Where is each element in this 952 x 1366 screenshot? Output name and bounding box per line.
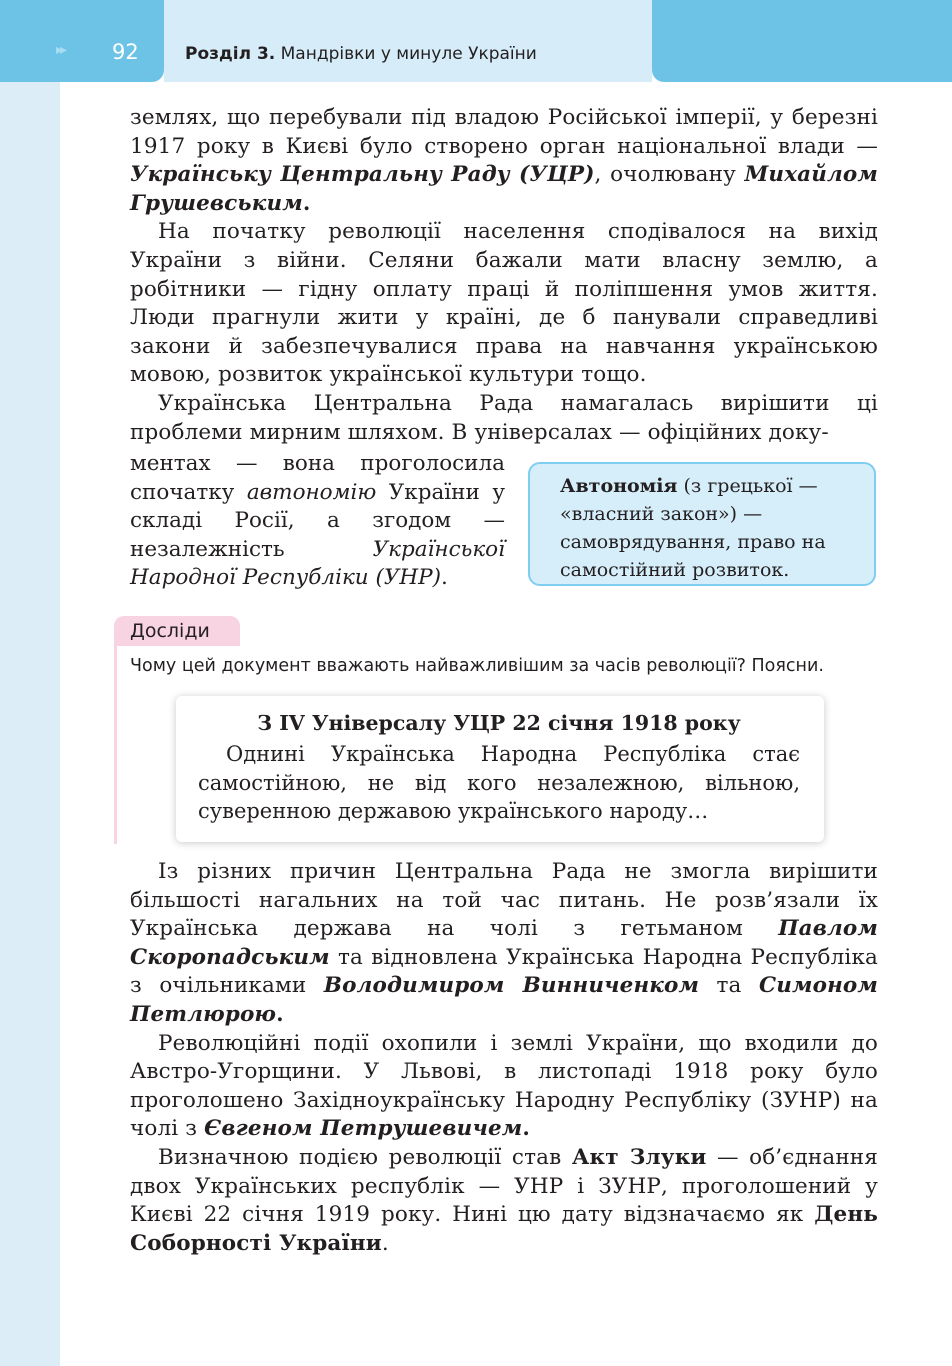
p1-text-3: . [302,190,311,216]
explore-label: Досліди [130,620,210,642]
p3n-term-autonomy: автономію [246,479,377,505]
p4-text-2: та відновлена Українська Народна Республіка з очільниками [130,944,878,999]
document-title: З IV Універсалу УЦР 22 січня 1918 року [257,711,741,735]
p1-name-hrushevsky: Михайлом Грушевським [130,162,878,216]
p1-text-1: землях, що перебували під владою Російської імперії, у березні 1917 року в Києві було створено орган національної влади — [130,105,878,159]
p3n-text-1: ментах — вона проголосила спочатку [130,451,505,505]
p3n-text-2: України у складі Росії, а згодом — незалежність [130,479,505,562]
paragraph-1 [130,104,878,218]
section-label: Розділ 3. [185,44,276,64]
p6-text-3: . [381,1230,389,1256]
p4-text-3: та [699,973,759,999]
p5-text-1: Революційні події охопили і землі України, що входили до Австро-Угорщини. У Львові, в листопаді 1918 року було проголошено Західноукраїнську Народну Республіку (ЗУНР) на чолі з [130,1030,878,1142]
header-band [164,0,652,82]
p1-text-2: , очолювану [594,162,745,188]
p4-name-skoropadsky: Павлом Скоропадським [130,916,878,970]
document-text: Однині Українська Народна Республіка стає самостійною, не від кого незалежною, вільною, суверенною державою українського народу… [198,742,800,823]
definition-term: Автономія [560,475,678,497]
definition-box [528,462,876,586]
paragraph-3-continued [130,450,505,593]
p6-term-act-zluky: Акт Злуки [571,1144,707,1170]
explore-question: Чому цей документ вважають найважливішим за часів революції? Поясни. [130,656,824,676]
main-text-bottom [130,858,878,1258]
p4-name-vynnychenko: Володимиром Винниченком [323,973,700,999]
paragraph-4 [130,858,878,1030]
page-number: 92 [112,40,139,64]
p6-term-unity-day: День Соборності України [130,1202,878,1256]
paragraph-2: На початку революції населення сподівалося на вихід України з війни. Селяни бажали мати власну землю, а робітники — гідну оплату праці й поліпшення умов життя. Люди прагнули жити у країні, де б панували справедливі закони й забезпечувалися права на навчання українською мовою, розвиток української культури тощо. [130,219,878,388]
p5-text-2: . [522,1116,531,1142]
p1-term-ucr: Українську Центральну Раду (УЦР) [130,162,595,188]
p3n-text-3: . [441,565,448,591]
p4-text-1: Із різних причин Центральна Рада не змогла вирішити більшості нагальних на той час питань. Не розв’язали їх Українська держава на чолі з гетьманом [130,859,878,942]
p4-name-petliura: Симоном Петлюрою [130,973,878,1027]
p4-text-4: . [276,1001,284,1027]
paragraph-6 [130,1144,878,1258]
section-name: Мандрівки у минуле України [280,44,537,64]
p6-text-2: — об’єднання двох Українських республік — УНР і ЗУНР, проголошений у Києві 22 січня 1919 року. Нині цю дату відзначаємо як [130,1144,878,1228]
document-quote-card [176,696,824,842]
left-margin-strip [0,0,60,1366]
explore-side-line [114,646,117,844]
main-text-top [130,104,878,447]
p6-text-1: Визначною подією революції став [158,1144,572,1170]
definition-text: (з грецької — «власний закон») — самоврядування, право на самостійний розвиток. [560,475,826,581]
paragraph-5 [130,1030,878,1144]
page-number-tab [0,0,164,82]
section-title [185,44,537,64]
p5-name-petrushevych: Євгеном Петрушевичем [204,1116,523,1142]
double-arrow-icon: ▸▸ [56,42,65,58]
header-right-tab [652,0,952,82]
paragraph-3: Українська Центральна Рада намагалась вирішити ці проблеми мирним шляхом. В універсалах — офіційних доку- [130,390,878,445]
p3n-term-unr: Української Народної Республіки (УНР) [130,536,505,591]
